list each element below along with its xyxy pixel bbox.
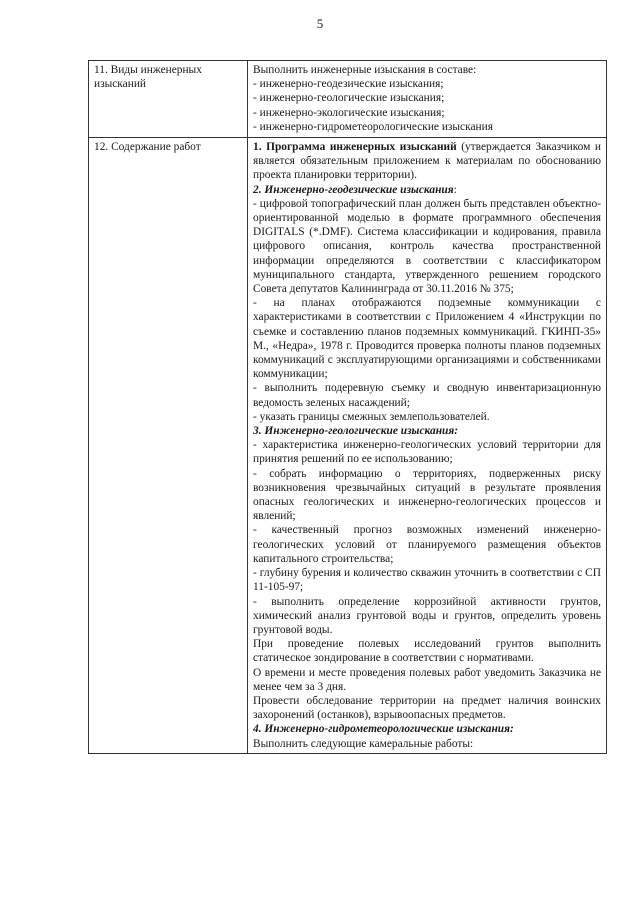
list-item: - собрать информацию о территориях, подверженных риску возникновения чрезвычайных ситуаций в результате проявления опасных геологических и инженерно-геологических процессов и явлений; — [253, 467, 601, 523]
hydro-heading: 4. Инженерно-гидрометеорологические изыскания: — [253, 723, 514, 736]
geodesy-colon: : — [453, 183, 457, 196]
list-item: - качественный прогноз возможных изменений инженерно-геологических условий от планируемого размещения объектов капитального строительства; — [253, 524, 601, 565]
paragraph: При проведение полевых исследований грунтов выполнить статическое зондирование в соответствии с нормативами. — [253, 638, 601, 665]
row-content-work-content — [248, 138, 607, 754]
program-text: (утверждается Заказчиком и является обязательным приложением к материалам по обоснованию проекта планировки территории). — [253, 141, 601, 182]
list-item: - глубину бурения и количество скважин уточнить в соответствии с СП 11-105-97; — [253, 567, 601, 594]
geodesy-heading-line — [253, 183, 601, 197]
list-item: - инженерно-геологические изыскания; — [253, 92, 445, 105]
program-paragraph — [253, 140, 601, 183]
list-item: - на планах отображаются подземные коммуникации с характеристиками в соответствии с Приложением 4 «Инструкции по съемке и составлению планов подземных коммуникаций. ГКИНП-35» М., «Недра», 1978 г. Проводится проверка полноты планов подземных коммуникаций с эксплуатирующими организациями и собственниками коммуникации; — [253, 297, 601, 381]
page-number: 5 — [316, 16, 324, 31]
row-label-survey-types: 11. Виды инженерных изысканий — [89, 61, 248, 138]
list-item: - инженерно-экологические изыскания; — [253, 106, 445, 119]
row-content-survey-types — [248, 61, 607, 138]
geodesy-heading: 2. Инженерно-геодезические изыскания — [253, 183, 454, 196]
list-item: - цифровой топографический план должен быть представлен объектно-ориентированной моделью в формате программного обеспечения DIGITALS (*.DMF). Система классификации и кодирования, правила цифрового описания, контроль качества пространственной информации определяются в соответствии с классификатором муниципального стандарта, утвержденного решением городского Совета депутатов Калининграда от 30.11.2016 № 375; — [253, 197, 601, 296]
paragraph: Выполнить следующие камеральные работы: — [253, 737, 474, 750]
list-item: - указать границы смежных землепользователей. — [253, 410, 490, 423]
paragraph: Провести обследование территории на предмет наличия воинских захоронений (останков), взрывоопасных предметов. — [253, 694, 601, 722]
list-item: - инженерно-геодезические изыскания; — [253, 78, 444, 91]
row-label-work-content: 12. Содержание работ — [89, 138, 248, 754]
requirements-table — [88, 60, 607, 754]
list-item: - инженерно-гидрометеорологические изыскания — [253, 120, 493, 133]
geology-heading: 3. Инженерно-геологические изыскания: — [253, 425, 459, 438]
survey-intro: Выполнить инженерные изыскания в составе: — [253, 64, 477, 76]
program-heading: 1. Программа инженерных изысканий — [253, 141, 457, 153]
table-row — [89, 61, 607, 138]
list-item: - характеристика инженерно-геологических условий территории для принятия решений по ее использованию; — [253, 439, 601, 466]
list-item: - выполнить определение коррозийной активности грунтов, химический анализ грунтовой воды и грунтов, определить уровень грунтовой воды. — [253, 595, 601, 636]
list-item: - выполнить подеревную съемку и сводную инвентаризационную ведомость зеленых насаждений; — [253, 382, 601, 409]
paragraph: О времени и месте проведения полевых работ уведомить Заказчика не менее чем за 3 дня. — [253, 666, 601, 693]
table-row — [89, 138, 607, 754]
